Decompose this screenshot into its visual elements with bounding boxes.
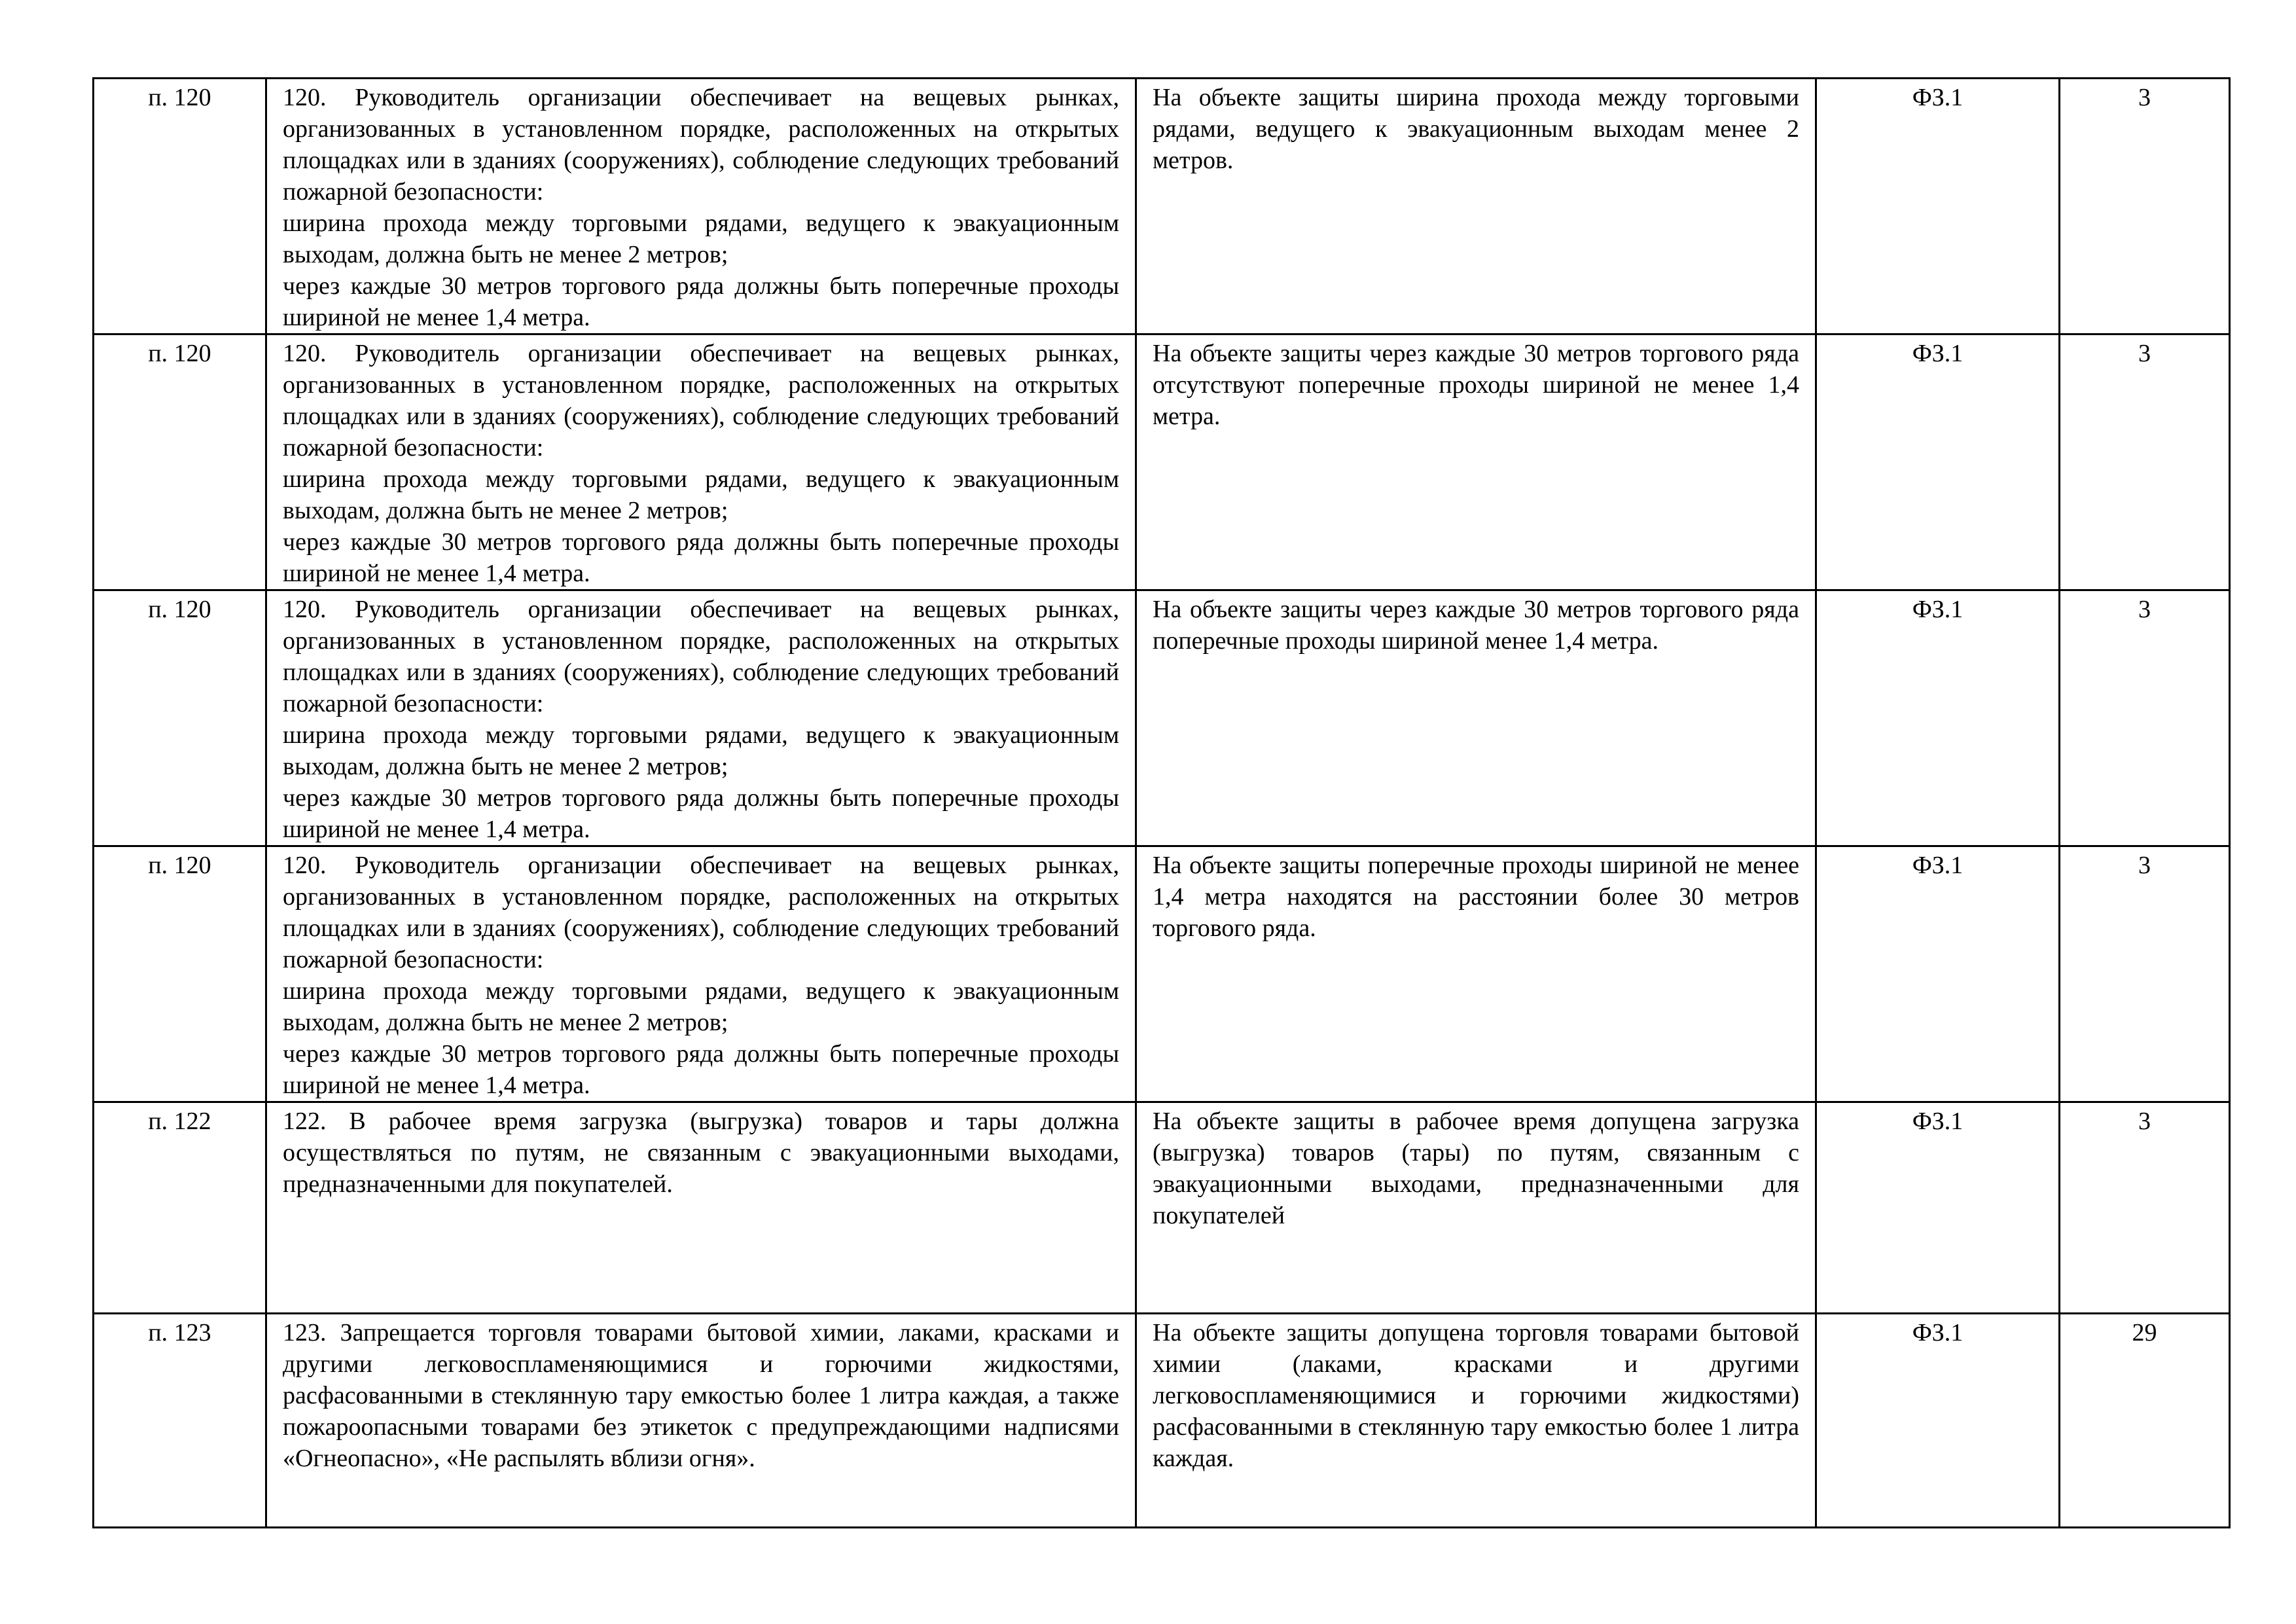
violations-table (92, 77, 2231, 1528)
requirement-paragraph: 122. В рабочее время загрузка (выгрузка) товаров и тары должна осуществляться по путям, не связанным с эвакуационными выходами, предназначенными для покупателей. (283, 1108, 1119, 1198)
violation-cell: На объекте защиты ширина прохода между торговыми рядами, ведущего к эвакуационным выходам менее 2 метров. (1136, 79, 1816, 334)
table-row (94, 334, 2230, 590)
clause-cell: п. 120 (94, 590, 266, 846)
requirement-paragraph: 123. Запрещается торговля товарами бытовой химии, лаками, красками и другими легковоспламеняющимися и горючими жидкостями, расфасованными в стеклянную тару емкостью более 1 литра каждая, а также пожароопасными товарами без этикеток с предупреждающими надписями «Огнеопасно», «Не распылять вблизи огня». (283, 1319, 1119, 1472)
clause-cell: п. 122 (94, 1102, 266, 1314)
requirement-paragraph: 120. Руководитель организации обеспечивает на вещевых рынках, организованных в установленном порядке, расположенных на открытых площадках или в зданиях (сооружениях), соблюдение следующих требований пожарной безопасности: (283, 84, 1119, 206)
clause-cell: п. 120 (94, 79, 266, 334)
code-cell: ФЗ.1 (1816, 1314, 2060, 1528)
requirement-paragraph: 120. Руководитель организации обеспечивает на вещевых рынках, организованных в установленном порядке, расположенных на открытых площадках или в зданиях (сооружениях), соблюдение следующих требований пожарной безопасности: (283, 340, 1119, 461)
code-cell: ФЗ.1 (1816, 1102, 2060, 1314)
violation-cell: На объекте защиты в рабочее время допущена загрузка (выгрузка) товаров (тары) по путям, связанным с эвакуационными выходами, предназначенными для покупателей (1136, 1102, 1816, 1314)
requirement-cell (266, 846, 1136, 1102)
table-row (94, 1102, 2230, 1314)
requirement-paragraph: ширина прохода между торговыми рядами, ведущего к эвакуационным выходам, должна быть не менее 2 метров; (283, 209, 1119, 268)
table-row (94, 590, 2230, 846)
code-cell: ФЗ.1 (1816, 334, 2060, 590)
table-row (94, 1314, 2230, 1528)
requirement-paragraph: через каждые 30 метров торгового ряда должны быть поперечные проходы шириной не менее 1,4 метра. (283, 784, 1119, 843)
requirement-cell (266, 1102, 1136, 1314)
requirement-paragraph: ширина прохода между торговыми рядами, ведущего к эвакуационным выходам, должна быть не менее 2 метров; (283, 721, 1119, 780)
number-cell: 3 (2060, 79, 2230, 334)
requirement-cell (266, 334, 1136, 590)
requirement-paragraph: 120. Руководитель организации обеспечивает на вещевых рынках, организованных в установленном порядке, расположенных на открытых площадках или в зданиях (сооружениях), соблюдение следующих требований пожарной безопасности: (283, 852, 1119, 973)
clause-cell: п. 120 (94, 846, 266, 1102)
requirement-cell (266, 590, 1136, 846)
code-cell: ФЗ.1 (1816, 79, 2060, 334)
requirement-paragraph: через каждые 30 метров торгового ряда должны быть поперечные проходы шириной не менее 1,4 метра. (283, 1040, 1119, 1099)
requirement-cell (266, 79, 1136, 334)
violation-cell: На объекте защиты поперечные проходы шириной не менее 1,4 метра находятся на расстоянии более 30 метров торгового ряда. (1136, 846, 1816, 1102)
requirement-paragraph: ширина прохода между торговыми рядами, ведущего к эвакуационным выходам, должна быть не менее 2 метров; (283, 465, 1119, 524)
violation-cell: На объекте защиты через каждые 30 метров торгового ряда поперечные проходы шириной менее 1,4 метра. (1136, 590, 1816, 846)
number-cell: 29 (2060, 1314, 2230, 1528)
violation-cell: На объекте защиты допущена торговля товарами бытовой химии (лаками, красками и другими легковоспламеняющимися и горючими жидкостями) расфасованными в стеклянную тару емкостью более 1 литра каждая. (1136, 1314, 1816, 1528)
number-cell: 3 (2060, 1102, 2230, 1314)
number-cell: 3 (2060, 590, 2230, 846)
requirement-paragraph: 120. Руководитель организации обеспечивает на вещевых рынках, организованных в установленном порядке, расположенных на открытых площадках или в зданиях (сооружениях), соблюдение следующих требований пожарной безопасности: (283, 596, 1119, 717)
violation-cell: На объекте защиты через каждые 30 метров торгового ряда отсутствуют поперечные проходы шириной не менее 1,4 метра. (1136, 334, 1816, 590)
number-cell: 3 (2060, 334, 2230, 590)
requirement-paragraph: через каждые 30 метров торгового ряда должны быть поперечные проходы шириной не менее 1,4 метра. (283, 272, 1119, 331)
requirement-paragraph: ширина прохода между торговыми рядами, ведущего к эвакуационным выходам, должна быть не менее 2 метров; (283, 977, 1119, 1036)
requirement-cell (266, 1314, 1136, 1528)
table-row (94, 79, 2230, 334)
code-cell: ФЗ.1 (1816, 590, 2060, 846)
code-cell: ФЗ.1 (1816, 846, 2060, 1102)
number-cell: 3 (2060, 846, 2230, 1102)
requirement-paragraph: через каждые 30 метров торгового ряда должны быть поперечные проходы шириной не менее 1,4 метра. (283, 528, 1119, 587)
clause-cell: п. 120 (94, 334, 266, 590)
table-row (94, 846, 2230, 1102)
clause-cell: п. 123 (94, 1314, 266, 1528)
